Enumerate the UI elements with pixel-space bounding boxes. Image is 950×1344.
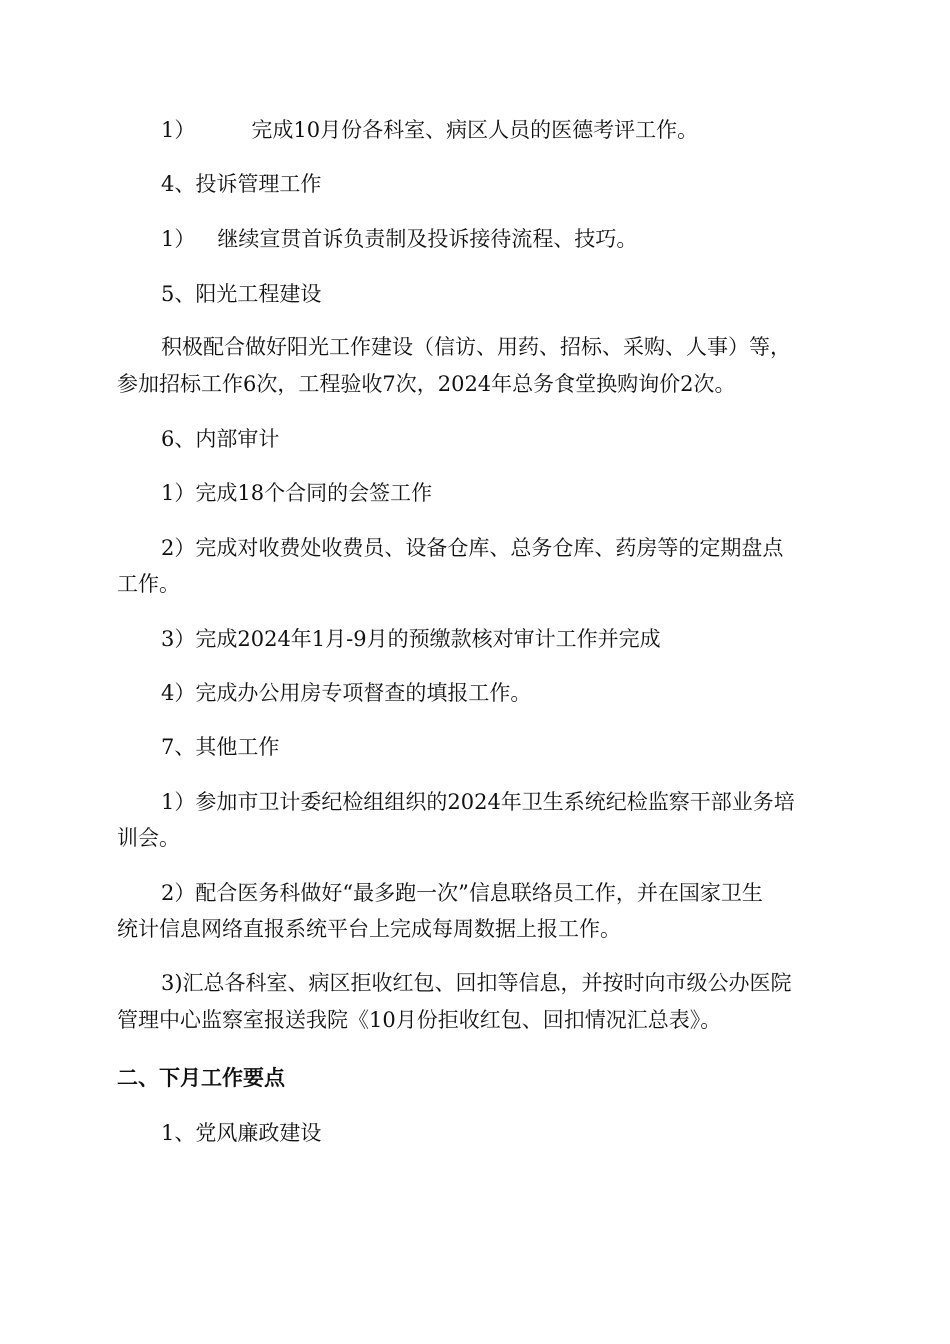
heading-internal-audit: 6、内部审计: [161, 427, 280, 451]
item-1-complaint-procedure: [0, 221, 950, 257]
item-marker: 1）: [161, 118, 196, 142]
heading-party-conduct: 1、党风廉政建设: [161, 1121, 322, 1145]
item-liaison-line-1: 2）配合医务科做好“最多跑一次”信息联络员工作，并在国家卫生: [161, 881, 763, 905]
item-marker: 1）: [161, 227, 196, 251]
item-training-line-2: 训会。: [117, 826, 180, 850]
item-inventory-line-2: 工作。: [117, 572, 180, 596]
item-1-moral-evaluation: [0, 112, 950, 148]
heading-other-work: 7、其他工作: [161, 735, 280, 759]
item-text: 完成10月份各科室、病区人员的医德考评工作。: [251, 118, 699, 142]
item-liaison-line-2: 统计信息网络直报系统平台上完成每周数据上报工作。: [117, 917, 621, 941]
item-inventory-line-1: 2）完成对收费处收费员、设备仓库、总务仓库、药房等的定期盘点: [161, 536, 784, 560]
paragraph-sunshine-line-2: 参加招标工作6次，工程验收7次，2024年总务食堂换购询价2次。: [117, 372, 736, 396]
item-prepayment-audit: 3）完成2024年1月-9月的预缴款核对审计工作并完成: [161, 627, 661, 651]
item-training-line-1: 1）参加市卫计委纪检组组织的2024年卫生系统纪检监察干部业务培: [161, 790, 795, 814]
heading-complaint-management: 4、投诉管理工作: [161, 172, 322, 196]
heading-sunshine-project: 5、阳光工程建设: [161, 282, 322, 306]
item-red-envelope-line-1: 3)汇总各科室、病区拒收红包、回扣等信息，并按时向市级公办医院: [161, 971, 792, 995]
item-red-envelope-line-2: 管理中心监察室报送我院《10月份拒收红包、回扣情况汇总表》。: [117, 1008, 722, 1032]
item-contract-signing: 1）完成18个合同的会签工作: [161, 481, 433, 505]
item-text: 继续宣贯首诉负责制及投诉接待流程、技巧。: [217, 227, 638, 251]
section-heading-next-month: 二、下月工作要点: [117, 1065, 285, 1090]
item-office-inspection: 4）完成办公用房专项督查的填报工作。: [161, 681, 532, 705]
paragraph-sunshine-line-1: 积极配合做好阳光工作建设（信访、用药、招标、采购、人事）等，: [161, 335, 791, 359]
